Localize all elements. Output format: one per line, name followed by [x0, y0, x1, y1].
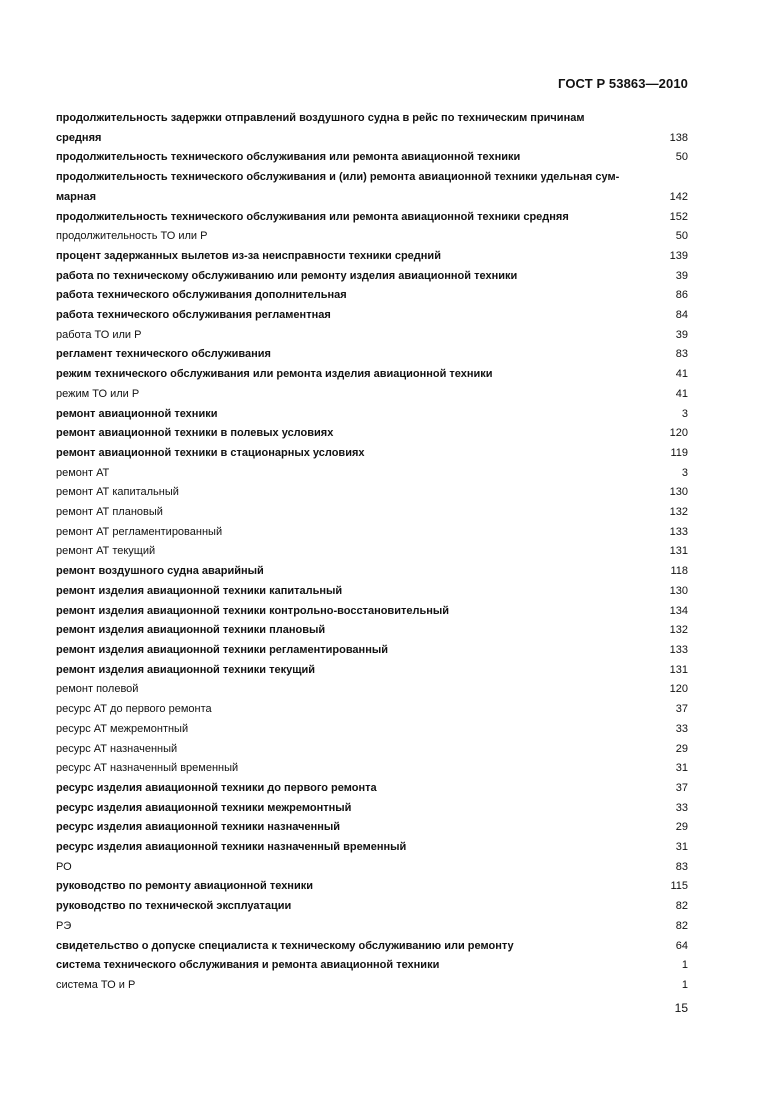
index-entry [56, 424, 688, 444]
entry-term-line: ресурс изделия авиационной техники до первого ремонта [56, 781, 377, 794]
index-entry [56, 168, 688, 207]
entry-term-line: ремонт АТ [56, 466, 110, 479]
index-entry [56, 976, 688, 996]
entry-term-line: работа технического обслуживания регламентная [56, 309, 331, 322]
entry-page-ref: 31 [675, 841, 688, 854]
entry-page-ref: 33 [675, 801, 688, 814]
index-entry [56, 562, 688, 582]
entry-term-line: ремонт АТ регламентированный [56, 525, 223, 538]
index-entry [56, 759, 688, 779]
entry-page-ref: 39 [675, 269, 688, 282]
entry-page-ref: 131 [669, 545, 688, 558]
index-entry [56, 405, 688, 425]
index-entry [56, 542, 688, 562]
entry-page-ref: 3 [681, 466, 688, 479]
index-entry [56, 621, 688, 641]
entry-page-ref: 29 [675, 821, 688, 834]
index-entry [56, 740, 688, 760]
index-entry [56, 838, 688, 858]
entry-term-line: руководство по ремонту авиационной техники [56, 880, 313, 893]
index-entry [56, 720, 688, 740]
index-entry [56, 917, 688, 937]
entry-page-ref: 115 [670, 880, 688, 893]
entry-term-line: средняя [56, 131, 102, 144]
entry-term-line: продолжительность технического обслуживания или ремонта авиационной техники средняя [56, 210, 569, 223]
entry-term-line: система технического обслуживания и ремонта авиационной техники [56, 959, 440, 972]
entry-page-ref: 37 [675, 781, 688, 794]
entry-term-line: ремонт изделия авиационной техники регламентированный [56, 643, 388, 656]
entry-term-line: продолжительность технического обслуживания или ремонта авиационной техники [56, 151, 521, 164]
entry-term-line: режим ТО или Р [56, 387, 140, 400]
entry-page-ref: 138 [669, 131, 688, 144]
entry-page-ref: 64 [675, 939, 688, 952]
index-entry [56, 602, 688, 622]
entry-page-ref: 142 [669, 190, 688, 203]
index-entry-list [56, 109, 688, 996]
entry-page-ref: 82 [675, 900, 688, 913]
index-entry [56, 858, 688, 878]
index-entry [56, 464, 688, 484]
entry-term-line: ресурс изделия авиационной техники назначенный [56, 821, 341, 834]
entry-term-line: процент задержанных вылетов из-за неисправности техники средний [56, 249, 441, 262]
index-entry [56, 956, 688, 976]
entry-page-ref: 152 [669, 210, 688, 223]
index-entry [56, 109, 688, 148]
entry-page-ref: 133 [669, 525, 688, 538]
entry-term-line: работа по техническому обслуживанию или ремонту изделия авиационной техники [56, 269, 518, 282]
entry-page-ref: 131 [669, 663, 688, 676]
entry-page-ref: 119 [670, 446, 688, 459]
entry-term-line: ремонт АТ плановый [56, 506, 163, 519]
index-entry [56, 385, 688, 405]
index-entry [56, 286, 688, 306]
index-entry [56, 661, 688, 681]
standard-code: ГОСТ Р 53863—2010 [558, 76, 688, 91]
entry-term-line: ремонт изделия авиационной техники плановый [56, 624, 326, 637]
entry-term-line: ресурс изделия авиационной техники межремонтный [56, 801, 352, 814]
index-entry [56, 208, 688, 228]
entry-term-line: ремонт авиационной техники в полевых условиях [56, 427, 334, 440]
entry-term-line: ремонт АТ текущий [56, 545, 156, 558]
index-entry [56, 326, 688, 346]
entry-term-line: ресурс АТ назначенный временный [56, 762, 239, 775]
entry-term-line: марная [56, 190, 97, 203]
index-entry [56, 897, 688, 917]
entry-term-line: ремонт полевой [56, 683, 139, 696]
entry-page-ref: 39 [675, 328, 688, 341]
entry-term-line: работа ТО или Р [56, 328, 142, 341]
entry-page-ref: 31 [675, 762, 688, 775]
entry-term-line: регламент технического обслуживания [56, 348, 271, 361]
entry-term-line: ремонт АТ капитальный [56, 486, 179, 499]
entry-page-ref: 1 [681, 978, 688, 991]
entry-term-line: ремонт авиационной техники [56, 407, 218, 420]
entry-page-ref: 41 [675, 387, 688, 400]
entry-page-ref: 83 [675, 860, 688, 873]
entry-page-ref: 1 [681, 959, 688, 972]
index-entry [56, 818, 688, 838]
index-entry [56, 227, 688, 247]
entry-page-ref: 29 [675, 742, 688, 755]
entry-term-line: ремонт авиационной техники в стационарных условиях [56, 446, 365, 459]
entry-page-ref: 50 [675, 230, 688, 243]
entry-term-line: ресурс АТ назначенный [56, 742, 178, 755]
index-entry [56, 877, 688, 897]
entry-page-ref: 84 [675, 309, 688, 322]
entry-term-line: РО [56, 860, 72, 873]
entry-term-line: ремонт воздушного судна аварийный [56, 565, 264, 578]
entry-term-line: ремонт изделия авиационной техники контрольно-восстановительный [56, 604, 450, 617]
index-entry [56, 779, 688, 799]
entry-page-ref: 120 [669, 683, 688, 696]
entry-term-line: РЭ [56, 919, 72, 932]
index-entry [56, 444, 688, 464]
entry-term-line: продолжительность ТО или Р [56, 230, 208, 243]
index-entry [56, 700, 688, 720]
entry-term-line: продолжительность задержки отправлений воздушного судна в рейс по техническим причинам [56, 112, 585, 124]
entry-term-line: руководство по технической эксплуатации [56, 900, 292, 913]
entry-term-line: свидетельство о допуске специалиста к техническому обслуживанию или ремонту [56, 939, 514, 952]
document-header [558, 76, 688, 91]
index-entry [56, 267, 688, 287]
entry-term-line: система ТО и Р [56, 978, 136, 991]
index-entry [56, 503, 688, 523]
entry-page-ref: 86 [675, 289, 688, 302]
index-entry [56, 523, 688, 543]
entry-page-ref: 130 [669, 486, 688, 499]
entry-page-ref: 82 [675, 919, 688, 932]
entry-term-line: ресурс АТ до первого ремонта [56, 703, 212, 716]
entry-page-ref: 33 [675, 722, 688, 735]
entry-page-ref: 37 [675, 703, 688, 716]
page-number: 15 [674, 1001, 688, 1015]
entry-term-line: ремонт изделия авиационной техники текущий [56, 663, 316, 676]
entry-page-ref: 139 [669, 249, 688, 262]
entry-page-ref: 118 [670, 565, 688, 578]
entry-term-line: режим технического обслуживания или ремонта изделия авиационной техники [56, 368, 493, 381]
entry-page-ref: 134 [669, 604, 688, 617]
entry-page-ref: 132 [669, 624, 688, 637]
index-entry [56, 247, 688, 267]
entry-page-ref: 132 [669, 506, 688, 519]
entry-term-line: ресурс изделия авиационной техники назначенный временный [56, 841, 407, 854]
entry-term-line: ремонт изделия авиационной техники капитальный [56, 584, 343, 597]
entry-page-ref: 3 [681, 407, 688, 420]
entry-page-ref: 133 [669, 643, 688, 656]
entry-term-line: продолжительность технического обслуживания и (или) ремонта авиационной техники удельная сум- [56, 171, 620, 184]
index-entry [56, 680, 688, 700]
index-entry [56, 937, 688, 957]
entry-page-ref: 130 [669, 584, 688, 597]
index-entry [56, 306, 688, 326]
index-entry [56, 345, 688, 365]
entry-page-ref: 41 [675, 368, 688, 381]
entry-page-ref: 50 [675, 151, 688, 164]
entry-term-line: работа технического обслуживания дополнительная [56, 289, 347, 302]
entry-page-ref: 83 [675, 348, 688, 361]
index-entry [56, 365, 688, 385]
index-entry [56, 641, 688, 661]
index-entry [56, 799, 688, 819]
index-entry [56, 483, 688, 503]
entry-term-line: ресурс АТ межремонтный [56, 722, 189, 735]
index-entry [56, 148, 688, 168]
entry-page-ref: 120 [669, 427, 688, 440]
index-entry [56, 582, 688, 602]
